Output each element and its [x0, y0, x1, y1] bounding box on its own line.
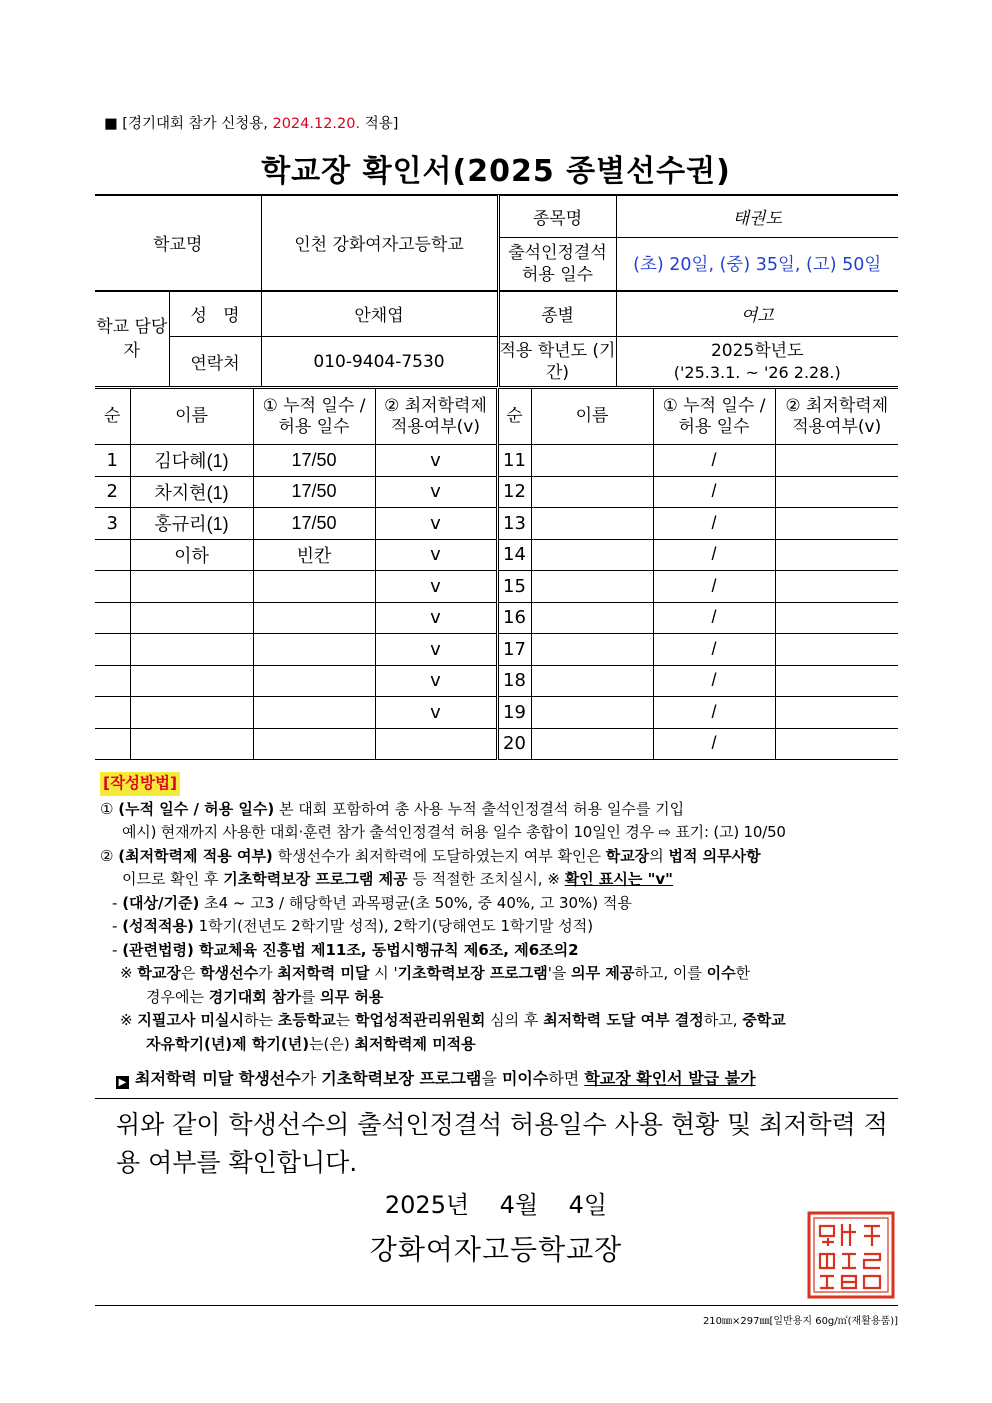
- roster-days-cell: /: [653, 697, 775, 729]
- roster-name-cell: [531, 634, 653, 666]
- roster-days-cell: /: [653, 508, 775, 540]
- roster-days-cell: /: [653, 445, 775, 477]
- roster-name-cell: [531, 476, 653, 508]
- roster-days-cell: [253, 697, 375, 729]
- arrow-box-icon: ▶: [116, 1076, 129, 1089]
- guide-line: 자유학기(년)제 학기(년)는(은) 최저학력제 미적용: [146, 1034, 476, 1053]
- division-label-cell: 종별: [498, 291, 616, 337]
- roster-min-cell: [375, 728, 497, 760]
- roster-name-cell: 이하: [130, 539, 253, 571]
- roster-no-cell: 20: [497, 728, 531, 760]
- roster-no-cell: [95, 539, 130, 571]
- roster-name-cell: [531, 445, 653, 477]
- header-name: 이름: [130, 389, 253, 445]
- roster-min-cell: [775, 539, 898, 571]
- roster-min-cell: [775, 571, 898, 603]
- year-value-cell: [616, 337, 898, 387]
- roster-min-cell: v: [375, 445, 497, 477]
- roster-name-cell: 차지현(1): [130, 476, 253, 508]
- guide-line: ② (최저학력제 적용 여부) 학생선수가 최저학력에 도달하였는지 여부 확인은 학교장의 법적 의무사항: [100, 846, 761, 865]
- roster-name-cell: [130, 697, 253, 729]
- division-value-cell: 여고: [616, 291, 898, 337]
- roster-no-cell: [95, 697, 130, 729]
- event-label-cell: 종목명: [498, 196, 616, 238]
- roster-no-cell: 15: [497, 571, 531, 603]
- roster-min-cell: v: [375, 697, 497, 729]
- roster-name-cell: 홍규리(1): [130, 508, 253, 540]
- confirmation-text: 위와 같이 학생선수의 출석인정결석 허용일수 사용 현황 및 최저학력 적용 여부를 확인합니다.: [116, 1110, 888, 1177]
- roster-min-cell: [775, 634, 898, 666]
- issue-date: 2025년 4월 4일: [384, 1191, 608, 1219]
- roster-days-cell: /: [653, 728, 775, 760]
- year-label-cell: 적용 학년도 (기간): [498, 337, 616, 387]
- table-row: [95, 728, 898, 760]
- roster-days-cell: /: [653, 539, 775, 571]
- roster-min-cell: [775, 697, 898, 729]
- middle-divider: [95, 1098, 898, 1099]
- guide-line: - (관련법령) 학교체육 진흥법 제11조, 동법시행규칙 제6조, 제6조의2: [112, 940, 579, 959]
- bottom-divider: [95, 1305, 898, 1306]
- page-title: 학교장 확인서(2025 종별선수권): [261, 154, 731, 189]
- principal-name: 강화여자고등학교장: [369, 1233, 623, 1266]
- guide-line: - (성적적용) 1학기(전년도 2학기말 성적), 2학기(당해연도 1학기말 성적): [112, 917, 594, 935]
- guide-line: ※ 지필고사 미실시하는 초등학교는 학업성적관리위원회 심의 후 최저학력 도달 여부 결정하고, 중학교: [120, 1011, 786, 1029]
- roster-no-cell: 2: [95, 476, 130, 508]
- roster-days-cell: [253, 602, 375, 634]
- roster-min-cell: [775, 508, 898, 540]
- table-row: [95, 508, 898, 540]
- roster-name-cell: [531, 697, 653, 729]
- table-row: [95, 602, 898, 634]
- name-label-cell: 성 명: [169, 291, 261, 337]
- roster-name-cell: [531, 602, 653, 634]
- roster-no-cell: 12: [497, 476, 531, 508]
- notice-line: [104, 112, 398, 133]
- school-label-cell: 학교명: [95, 196, 261, 291]
- manager-label-cell: 학교 담당자: [95, 291, 169, 387]
- roster-no-cell: 13: [497, 508, 531, 540]
- roster-days-cell: [253, 571, 375, 603]
- roster-days-cell: [253, 634, 375, 666]
- header-min-right: ② 최저학력제 적용여부(v): [775, 389, 898, 445]
- table-row: [95, 665, 898, 697]
- roster-name-cell: [531, 571, 653, 603]
- year-period: ('25.3.1. ~ '26 2.28.): [673, 362, 841, 382]
- roster-name-cell: [531, 665, 653, 697]
- roster-days-cell: /: [653, 665, 775, 697]
- contact-label-cell: 연락처: [169, 337, 261, 387]
- table-row: [95, 539, 898, 571]
- roster-name-cell: [531, 728, 653, 760]
- guide-line: ① (누적 일수 / 허용 일수) 본 대회 포함하여 총 사용 누적 출석인정결석 허용 일수를 기입: [100, 799, 685, 818]
- final-note: ▶ 최저학력 미달 학생선수가 기초학력보장 프로그램을 미이수하면 학교장 확인서 발급 불가: [116, 1066, 756, 1089]
- roster-name-cell: [531, 539, 653, 571]
- roster-days-cell: 17/50: [253, 476, 375, 508]
- table-row: [95, 445, 898, 477]
- roster-no-cell: [95, 665, 130, 697]
- roster-days-cell: /: [653, 602, 775, 634]
- roster-no-cell: 19: [497, 697, 531, 729]
- roster-min-cell: v: [375, 602, 497, 634]
- roster-days-cell: /: [653, 476, 775, 508]
- header-name-right: 이름: [531, 389, 653, 445]
- roster-days-cell: [253, 728, 375, 760]
- name-value-cell: 안채엽: [261, 291, 498, 337]
- guide-line: 예시) 현재까지 사용한 대회·훈련 참가 출석인정결석 허용 일수 총합이 10일인 경우 ⇨ 표기: (고) 10/50: [122, 823, 786, 841]
- notice-date: 2024.12.20.: [272, 116, 361, 132]
- absence-label-cell: 출석인정결석 허용 일수: [498, 238, 616, 291]
- roster-days-cell: /: [653, 634, 775, 666]
- roster-name-cell: 김다혜(1): [130, 445, 253, 477]
- roster-name-cell: [130, 728, 253, 760]
- roster-min-cell: [775, 476, 898, 508]
- table-row: [95, 571, 898, 603]
- year-value: 2025학년도: [710, 340, 804, 361]
- roster-name-cell: [531, 508, 653, 540]
- roster-min-cell: v: [375, 665, 497, 697]
- table-row: [95, 634, 898, 666]
- roster-no-cell: [95, 634, 130, 666]
- contact-value-cell: 010-9404-7530: [261, 337, 498, 387]
- roster-name-cell: [130, 665, 253, 697]
- header-no: 순: [95, 389, 130, 445]
- header-days-right: ① 누적 일수 / 허용 일수: [653, 389, 775, 445]
- roster-min-cell: v: [375, 571, 497, 603]
- header-no-right: 순: [497, 389, 531, 445]
- roster-no-cell: 3: [95, 508, 130, 540]
- roster-min-cell: [775, 602, 898, 634]
- roster-min-cell: [775, 445, 898, 477]
- notice-prefix: ■ [경기대회 참가 신청용,: [104, 116, 268, 132]
- roster-name-cell: [130, 571, 253, 603]
- roster-no-cell: 1: [95, 445, 130, 477]
- roster-days-cell: 빈칸: [253, 539, 375, 571]
- roster-no-cell: 16: [497, 602, 531, 634]
- roster-no-cell: 18: [497, 665, 531, 697]
- roster-no-cell: 17: [497, 634, 531, 666]
- roster-min-cell: v: [375, 508, 497, 540]
- roster-min-cell: v: [375, 634, 497, 666]
- header-days: ① 누적 일수 / 허용 일수: [253, 389, 375, 445]
- guide-line: ※ 학교장은 학생선수가 최저학력 미달 시 '기초학력보장 프로그램'을 의무 제공하고, 이를 이수한: [120, 964, 751, 982]
- roster-name-cell: [130, 634, 253, 666]
- roster-min-cell: v: [375, 476, 497, 508]
- header-min: ② 최저학력제 적용여부(v): [375, 389, 497, 445]
- guide-line: 경우에는 경기대회 참가를 의무 허용: [146, 987, 384, 1006]
- guide-line: - (대상/기준) 초4 ~ 고3 / 해당학년 과목평균(초 50%, 중 40%, 고 30%) 적용: [112, 893, 632, 912]
- roster-days-cell: /: [653, 571, 775, 603]
- roster-days-cell: 17/50: [253, 445, 375, 477]
- roster-name-cell: [130, 602, 253, 634]
- official-seal-icon: [806, 1210, 896, 1300]
- school-value-cell: 인천 강화여자고등학교: [261, 196, 498, 291]
- roster-days-cell: [253, 665, 375, 697]
- notice-suffix: 적용]: [364, 116, 399, 132]
- info-table: [95, 195, 898, 387]
- roster-min-cell: [775, 728, 898, 760]
- guide-line: 이므로 확인 후 기초학력보장 프로그램 제공 등 적절한 조치실시, ※ 확인 표시는 "v": [122, 870, 673, 888]
- roster-no-cell: [95, 602, 130, 634]
- writing-guide: [100, 772, 900, 1056]
- absence-value-cell: (초) 20일, (중) 35일, (고) 50일: [616, 238, 898, 291]
- roster-no-cell: 11: [497, 445, 531, 477]
- guide-heading: [작성방법]: [100, 772, 180, 796]
- roster-min-cell: v: [375, 539, 497, 571]
- table-row: [95, 476, 898, 508]
- roster-no-cell: [95, 571, 130, 603]
- roster-no-cell: [95, 728, 130, 760]
- roster-no-cell: 14: [497, 539, 531, 571]
- paper-size-note: 210㎜×297㎜[일반용지 60g/㎡(재활용품)]: [702, 1316, 898, 1327]
- roster-days-cell: 17/50: [253, 508, 375, 540]
- roster-table: [95, 388, 898, 760]
- roster-min-cell: [775, 665, 898, 697]
- table-row: [95, 697, 898, 729]
- event-value-cell: 태권도: [616, 196, 898, 238]
